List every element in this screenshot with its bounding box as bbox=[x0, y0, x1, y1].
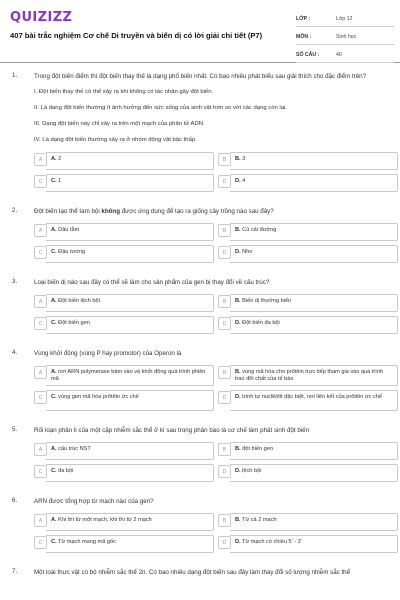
answer-options bbox=[34, 223, 388, 263]
option-letter: C bbox=[34, 465, 47, 478]
option-a[interactable] bbox=[34, 442, 214, 460]
meta-row-grade bbox=[296, 12, 394, 27]
option-letter: D bbox=[218, 465, 231, 478]
option-letter: A bbox=[34, 366, 47, 379]
option-c[interactable] bbox=[34, 390, 214, 411]
option-text: nơi ARN polymerase bám vào và khởi động quá trình phiên mã bbox=[51, 369, 206, 382]
page-header bbox=[0, 0, 400, 63]
option-box bbox=[46, 464, 214, 482]
question-number: 3. bbox=[12, 278, 18, 285]
question-list bbox=[0, 72, 400, 577]
option-box bbox=[230, 152, 398, 170]
question-5 bbox=[0, 426, 400, 482]
meta-info bbox=[296, 12, 394, 66]
option-letter: A bbox=[34, 224, 47, 237]
question-text-emphasis: không bbox=[101, 208, 120, 215]
option-text: Từ mạch mang mã gốc bbox=[58, 539, 116, 545]
option-a[interactable] bbox=[34, 223, 214, 241]
option-box bbox=[46, 442, 214, 460]
option-letter: D bbox=[218, 536, 231, 549]
question-text-part: được ứng dụng để tạo ra giống cây trồng nào sau đây? bbox=[119, 208, 274, 215]
option-d[interactable] bbox=[218, 316, 398, 334]
page-title: 407 bài trắc nghiệm Cơ chế Di truyền và biến dị có lời giải chi tiết (P7) bbox=[10, 31, 263, 40]
question-text: Vùng khởi động (vùng P hay promotor) của Operon là bbox=[34, 350, 182, 357]
option-box bbox=[230, 294, 398, 312]
option-box bbox=[46, 316, 214, 334]
question-number: 7. bbox=[12, 568, 18, 575]
option-key: B. bbox=[235, 227, 241, 233]
option-box bbox=[46, 365, 214, 386]
option-text: Củ cải đường bbox=[242, 227, 277, 233]
question-3 bbox=[0, 278, 400, 334]
option-key: B. bbox=[235, 446, 241, 452]
option-b[interactable] bbox=[218, 365, 398, 386]
option-letter: B bbox=[218, 514, 231, 527]
option-key: B. bbox=[235, 369, 241, 375]
option-a[interactable] bbox=[34, 152, 214, 170]
option-letter: B bbox=[218, 366, 231, 379]
question-text: Một loài thực vật có bộ nhiễm sắc thể 2n. Có bao nhiêu dạng đột biến sau đây làm thay đổi số lượng nhiễm sắc thể bbox=[34, 569, 351, 576]
option-text: đột biến gen bbox=[242, 446, 273, 452]
answer-options bbox=[34, 365, 388, 411]
option-b[interactable] bbox=[218, 152, 398, 170]
question-7 bbox=[0, 568, 400, 577]
option-a[interactable] bbox=[34, 365, 214, 386]
option-letter: A bbox=[34, 443, 47, 456]
option-letter: B bbox=[218, 224, 231, 237]
option-letter: D bbox=[218, 317, 231, 330]
option-b[interactable] bbox=[218, 294, 398, 312]
option-letter: C bbox=[34, 317, 47, 330]
option-letter: C bbox=[34, 175, 47, 188]
option-c[interactable] bbox=[34, 174, 214, 192]
option-text: trình tự nuclêôtit đặc biệt, nơi liên kết của prôtêin ức chế bbox=[242, 394, 383, 400]
question-number: 4. bbox=[12, 349, 18, 356]
option-text: Đột biến lệch bội bbox=[58, 298, 100, 304]
statement: III. Dạng đột biến này chỉ xảy ra trên một mạch của phân tử ADN. bbox=[34, 121, 205, 127]
option-box bbox=[46, 294, 214, 312]
option-text: Từ cả 2 mạch bbox=[242, 517, 277, 523]
option-key: C. bbox=[51, 468, 57, 474]
option-key: D. bbox=[235, 249, 241, 255]
option-key: C. bbox=[51, 320, 57, 326]
option-key: B. bbox=[235, 517, 241, 523]
option-text: Biến dị thường biến bbox=[242, 298, 292, 304]
answer-options bbox=[34, 294, 388, 334]
meta-key: SỐ CÂU : bbox=[296, 52, 320, 58]
option-key: D. bbox=[235, 539, 241, 545]
option-box bbox=[46, 513, 214, 531]
option-text: Đột biến gen bbox=[58, 320, 90, 326]
answer-options bbox=[34, 513, 388, 553]
option-box bbox=[230, 223, 398, 241]
option-key: D. bbox=[235, 320, 241, 326]
option-text: Dâu tằm bbox=[58, 227, 80, 233]
option-text: 3 bbox=[242, 156, 246, 162]
question-text: Rối loạn phân li của một cặp nhiễm sắc thể ở kì sau trong phân bào là cơ chế làm phát sinh đột biến bbox=[34, 427, 310, 434]
option-text: lệch bội bbox=[242, 468, 262, 474]
option-box bbox=[46, 223, 214, 241]
option-d[interactable] bbox=[218, 174, 398, 192]
option-letter: D bbox=[218, 246, 231, 259]
option-b[interactable] bbox=[218, 513, 398, 531]
question-number: 5. bbox=[12, 426, 18, 433]
option-c[interactable] bbox=[34, 464, 214, 482]
option-a[interactable] bbox=[34, 513, 214, 531]
option-letter: C bbox=[34, 246, 47, 259]
option-key: D. bbox=[235, 468, 241, 474]
option-key: B. bbox=[235, 298, 241, 304]
option-key: A. bbox=[51, 369, 57, 375]
option-box bbox=[230, 535, 398, 553]
option-key: A. bbox=[51, 446, 57, 452]
option-text: vùng gen mã hóa prôtêin ức chế bbox=[58, 394, 139, 400]
question-text: ARN được tổng hợp từ mạch nào của gen? bbox=[34, 498, 154, 505]
option-b[interactable] bbox=[218, 442, 398, 460]
option-c[interactable] bbox=[34, 316, 214, 334]
option-box bbox=[46, 390, 214, 411]
option-key: C. bbox=[51, 394, 57, 400]
option-key: A. bbox=[51, 298, 57, 304]
option-text: đa bội bbox=[58, 468, 74, 474]
option-text: vùng mã hóa cho prôtêin trực tiếp tham gia vào quá trình trao đổi chất của tế bào bbox=[235, 369, 384, 382]
statement: I. Đột biến thay thế có thể xảy ra khi không có tác nhân gây đột biến. bbox=[34, 89, 214, 95]
meta-value: Lớp 12 bbox=[336, 16, 353, 22]
question-1 bbox=[0, 72, 400, 192]
question-text: Loại biến dị nào sau đây có thể sẽ làm cho sản phẩm của gen bị thay đổi về cấu trúc? bbox=[34, 279, 270, 286]
option-d[interactable] bbox=[218, 390, 398, 411]
option-key: C. bbox=[51, 539, 57, 545]
option-text: Từ mạch có chiều 5' - 3' bbox=[242, 539, 302, 545]
option-key: B. bbox=[235, 156, 241, 162]
option-text: 4 bbox=[242, 178, 246, 184]
question-number: 1. bbox=[12, 72, 18, 79]
quizizz-logo: QUIZIZZ bbox=[10, 10, 73, 25]
option-text: Khi thì từ một mạch, khi thì từ 2 mạch bbox=[58, 517, 152, 523]
option-box bbox=[46, 174, 214, 192]
option-text: 1 bbox=[58, 178, 62, 184]
option-letter: D bbox=[218, 391, 231, 404]
statement: II. Là dạng đột biến thường ít ảnh hưởng đến sức sống của sinh vật hơn so với các dạng còn lại. bbox=[34, 105, 287, 111]
meta-row-subject bbox=[296, 30, 394, 45]
option-text: cấu trúc NST bbox=[58, 446, 91, 452]
option-text: Đột biến đa bội bbox=[242, 320, 280, 326]
question-number: 6. bbox=[12, 497, 18, 504]
option-letter: C bbox=[34, 391, 47, 404]
option-box bbox=[230, 174, 398, 192]
option-box bbox=[230, 316, 398, 334]
question-6 bbox=[0, 497, 400, 553]
option-key: A. bbox=[51, 227, 57, 233]
option-d[interactable] bbox=[218, 245, 398, 263]
question-number: 2. bbox=[12, 207, 18, 214]
option-key: D. bbox=[235, 178, 241, 184]
meta-key: LỚP : bbox=[296, 16, 311, 22]
answer-options bbox=[34, 152, 388, 192]
option-key: C. bbox=[51, 249, 57, 255]
meta-key: MÔN : bbox=[296, 34, 312, 40]
option-box bbox=[230, 390, 398, 411]
option-box bbox=[230, 245, 398, 263]
option-d[interactable] bbox=[218, 464, 398, 482]
option-box bbox=[230, 365, 398, 386]
option-letter: A bbox=[34, 153, 47, 166]
option-key: A. bbox=[51, 156, 57, 162]
question-text: Trong đột biến điểm thì đột biến thay thế là dạng phổ biến nhất. Có bao nhiêu phát biểu sau giải thích cho đặc điểm trên? bbox=[34, 73, 367, 80]
option-key: C. bbox=[51, 178, 57, 184]
option-text: Nho bbox=[242, 249, 253, 255]
option-c[interactable] bbox=[34, 245, 214, 263]
option-box bbox=[46, 245, 214, 263]
option-d[interactable] bbox=[218, 535, 398, 553]
question-text bbox=[34, 207, 388, 216]
option-letter: A bbox=[34, 295, 47, 308]
option-box bbox=[230, 464, 398, 482]
option-letter: D bbox=[218, 175, 231, 188]
option-box bbox=[230, 513, 398, 531]
option-key: A. bbox=[51, 517, 57, 523]
option-text: 2 bbox=[58, 156, 62, 162]
option-box bbox=[46, 152, 214, 170]
answer-options bbox=[34, 442, 388, 482]
question-text-part: Đột biến tạo thể tam bội bbox=[34, 208, 102, 215]
meta-row-count bbox=[296, 48, 394, 63]
meta-value: Sinh học bbox=[336, 34, 357, 40]
question-2 bbox=[0, 207, 400, 263]
statement: IV. Là dạng đột biến thường xảy ra ở nhóm động vật bậc thấp. bbox=[34, 137, 197, 143]
option-b[interactable] bbox=[218, 223, 398, 241]
option-letter: B bbox=[218, 443, 231, 456]
option-letter: C bbox=[34, 536, 47, 549]
option-key: D. bbox=[235, 394, 241, 400]
option-box bbox=[46, 535, 214, 553]
option-letter: B bbox=[218, 153, 231, 166]
option-box bbox=[230, 442, 398, 460]
option-text: Đậu tương bbox=[58, 249, 86, 255]
meta-value: 40 bbox=[336, 52, 342, 58]
option-letter: A bbox=[34, 514, 47, 527]
option-c[interactable] bbox=[34, 535, 214, 553]
option-letter: B bbox=[218, 295, 231, 308]
option-a[interactable] bbox=[34, 294, 214, 312]
question-4 bbox=[0, 349, 400, 411]
